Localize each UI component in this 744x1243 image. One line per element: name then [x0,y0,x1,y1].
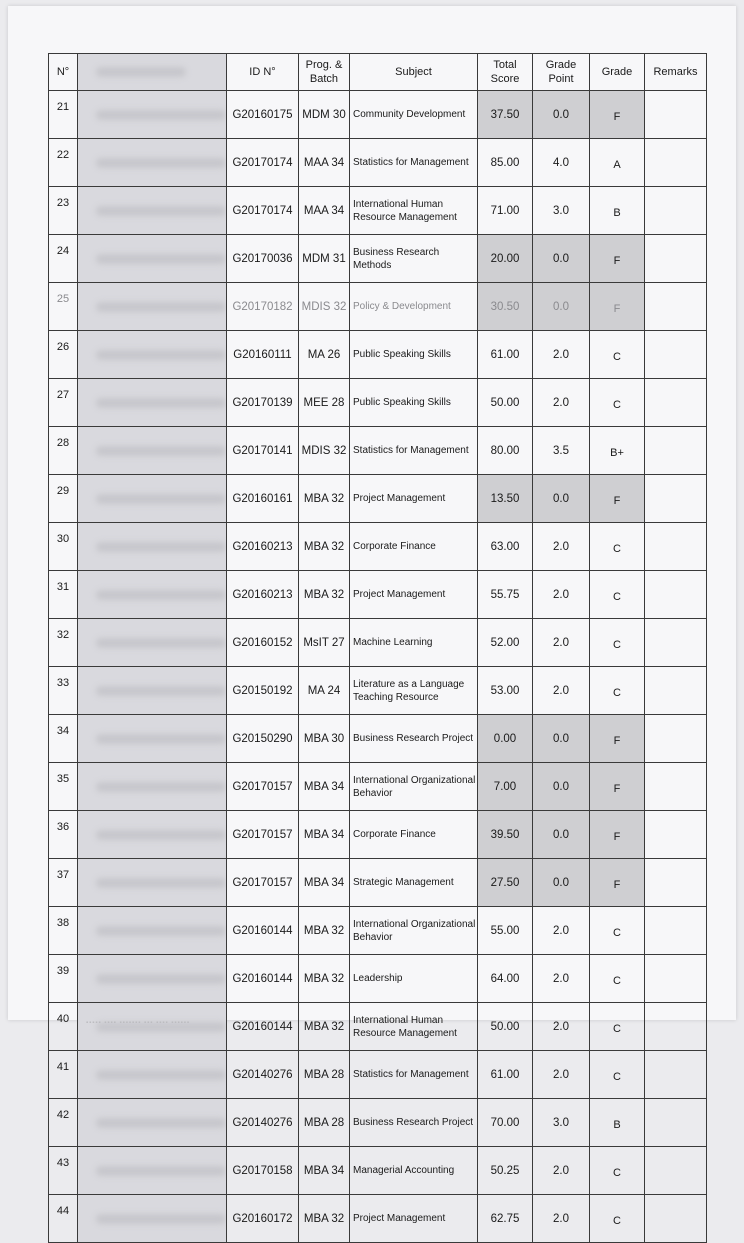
row-number: 43 [49,1147,78,1195]
redaction-blur [96,110,226,120]
table-row [49,139,707,187]
student-name-redacted [78,619,227,667]
total-score: 61.00 [478,331,533,379]
remarks [645,1147,707,1195]
row-number: 32 [49,619,78,667]
program-batch: MAA 34 [299,139,350,187]
row-number: 23 [49,187,78,235]
grade: F [590,91,645,139]
table-row [49,1099,707,1147]
student-name-redacted [78,1003,227,1051]
total-score: 61.00 [478,1051,533,1099]
table-row [49,1195,707,1243]
student-id: G20160144 [227,955,299,1003]
subject: International Organizational Behavior [350,763,478,811]
total-score: 53.00 [478,667,533,715]
row-number: 34 [49,715,78,763]
redaction-blur [96,734,226,744]
program-batch: MBA 30 [299,715,350,763]
redaction-blur [96,638,226,648]
program-batch: MBA 32 [299,475,350,523]
program-batch: MA 26 [299,331,350,379]
row-number: 26 [49,331,78,379]
program-batch: MDM 30 [299,91,350,139]
student-name-redacted [78,1099,227,1147]
redaction-blur [96,1070,226,1080]
subject: International Organizational Behavior [350,907,478,955]
grade: C [590,331,645,379]
col-header-grade: Grade [590,54,645,91]
remarks [645,91,707,139]
student-name-redacted [78,715,227,763]
student-id: G20160111 [227,331,299,379]
student-id: G20170174 [227,139,299,187]
student-id: G20160152 [227,619,299,667]
student-name-redacted [78,187,227,235]
row-number: 33 [49,667,78,715]
grade: C [590,1147,645,1195]
program-batch: MAA 34 [299,187,350,235]
subject: Corporate Finance [350,811,478,859]
student-name-redacted [78,331,227,379]
subject: Project Management [350,571,478,619]
remarks [645,235,707,283]
row-number: 25 [49,283,78,331]
table-row [49,283,707,331]
total-score: 30.50 [478,283,533,331]
program-batch: MBA 32 [299,523,350,571]
program-batch: MA 24 [299,667,350,715]
redaction-blur [96,206,226,216]
col-header-prog: Prog. & Batch [299,54,350,91]
grade: F [590,283,645,331]
student-name-redacted [78,859,227,907]
student-id: G20170157 [227,763,299,811]
remarks [645,667,707,715]
grade: C [590,379,645,427]
redaction-blur [96,350,226,360]
subject: Project Management [350,1195,478,1243]
program-batch: MBA 32 [299,907,350,955]
remarks [645,1195,707,1243]
grade-point: 0.0 [533,91,590,139]
redaction-blur [96,302,226,312]
subject: Machine Learning [350,619,478,667]
total-score: 27.50 [478,859,533,907]
grade: B+ [590,427,645,475]
table-row [49,763,707,811]
paper-sheet [8,6,736,1227]
col-header-subject: Subject [350,54,478,91]
redaction-blur [96,158,226,168]
redaction-blur [96,1166,226,1176]
row-number: 42 [49,1099,78,1147]
grade-point: 3.0 [533,1099,590,1147]
table-row [49,1003,707,1051]
remarks [645,907,707,955]
program-batch: MDIS 32 [299,283,350,331]
remarks [645,475,707,523]
student-name-redacted [78,667,227,715]
grade-point: 2.0 [533,571,590,619]
grade-point: 2.0 [533,1003,590,1051]
row-number: 24 [49,235,78,283]
remarks [645,811,707,859]
grade: F [590,763,645,811]
subject: Corporate Finance [350,523,478,571]
row-number: 30 [49,523,78,571]
row-number: 40 [49,1003,78,1051]
grade-point: 2.0 [533,1147,590,1195]
col-header-grade-point: Grade Point [533,54,590,91]
subject: Business Research Project [350,715,478,763]
student-name-redacted [78,763,227,811]
student-id: G20170141 [227,427,299,475]
subject: Literature as a Language Teaching Resource [350,667,478,715]
total-score: 63.00 [478,523,533,571]
program-batch: MBA 32 [299,1195,350,1243]
student-name-redacted [78,523,227,571]
student-id: G20160175 [227,91,299,139]
row-number: 27 [49,379,78,427]
remarks [645,427,707,475]
remarks [645,139,707,187]
grade-point: 0.0 [533,283,590,331]
grade: F [590,811,645,859]
student-name-redacted [78,139,227,187]
row-number: 36 [49,811,78,859]
subject: Statistics for Management [350,1051,478,1099]
grade-point: 3.5 [533,427,590,475]
table-row [49,667,707,715]
grade-point: 0.0 [533,763,590,811]
subject: Project Management [350,475,478,523]
student-id: G20170174 [227,187,299,235]
subject: Public Speaking Skills [350,379,478,427]
grade-point: 0.0 [533,235,590,283]
table-body [49,91,707,1243]
remarks [645,187,707,235]
redaction-blur [96,878,226,888]
grade: C [590,907,645,955]
table-row [49,475,707,523]
remarks [645,859,707,907]
row-number: 31 [49,571,78,619]
student-id: G20170158 [227,1147,299,1195]
total-score: 70.00 [478,1099,533,1147]
table-row [49,379,707,427]
remarks [645,523,707,571]
student-id: G20140276 [227,1051,299,1099]
redaction-blur [96,67,186,77]
subject: Managerial Accounting [350,1147,478,1195]
table-row [49,715,707,763]
grade: C [590,1003,645,1051]
col-header-id: ID N° [227,54,299,91]
subject: Policy & Development [350,283,478,331]
total-score: 55.00 [478,907,533,955]
program-batch: MBA 32 [299,955,350,1003]
col-header-name-redacted [78,54,227,91]
row-number: 29 [49,475,78,523]
remarks [645,1051,707,1099]
grade: B [590,1099,645,1147]
table-row [49,187,707,235]
row-number: 39 [49,955,78,1003]
total-score: 50.00 [478,1003,533,1051]
grade: C [590,667,645,715]
subject: Strategic Management [350,859,478,907]
grade: F [590,475,645,523]
total-score: 71.00 [478,187,533,235]
row-number: 21 [49,91,78,139]
redaction-blur [96,686,226,696]
total-score: 37.50 [478,91,533,139]
remarks [645,1099,707,1147]
row-number: 35 [49,763,78,811]
program-batch: MBA 34 [299,811,350,859]
student-id: G20170157 [227,811,299,859]
grade-point: 2.0 [533,955,590,1003]
grade: F [590,715,645,763]
grade-point: 2.0 [533,1051,590,1099]
grade: F [590,235,645,283]
grade-point: 0.0 [533,715,590,763]
total-score: 62.75 [478,1195,533,1243]
student-id: G20160144 [227,907,299,955]
student-id: G20160213 [227,571,299,619]
grade-point: 2.0 [533,379,590,427]
subject: Statistics for Management [350,427,478,475]
table-row [49,571,707,619]
total-score: 80.00 [478,427,533,475]
table-row [49,235,707,283]
grade: A [590,139,645,187]
table-row [49,811,707,859]
row-number: 22 [49,139,78,187]
student-id: G20170157 [227,859,299,907]
student-name-redacted [78,1147,227,1195]
remarks [645,571,707,619]
row-number: 44 [49,1195,78,1243]
total-score: 0.00 [478,715,533,763]
table-row [49,619,707,667]
total-score: 85.00 [478,139,533,187]
redaction-blur [96,494,226,504]
program-batch: MEE 28 [299,379,350,427]
student-name-redacted [78,907,227,955]
remarks [645,619,707,667]
program-batch: MBA 32 [299,571,350,619]
total-score: 64.00 [478,955,533,1003]
redaction-blur [96,830,226,840]
col-header-remarks: Remarks [645,54,707,91]
row-number: 28 [49,427,78,475]
remarks [645,283,707,331]
program-batch: MBA 34 [299,859,350,907]
remarks [645,763,707,811]
student-id: G20160213 [227,523,299,571]
grade: C [590,1051,645,1099]
remarks [645,331,707,379]
table-row [49,331,707,379]
student-name-redacted [78,283,227,331]
student-id: G20160161 [227,475,299,523]
total-score: 50.25 [478,1147,533,1195]
grade: B [590,187,645,235]
table-row [49,1147,707,1195]
table-row [49,859,707,907]
row-number: 37 [49,859,78,907]
grade: C [590,571,645,619]
student-id: G20160144 [227,1003,299,1051]
redaction-blur [96,398,226,408]
grade: C [590,955,645,1003]
total-score: 50.00 [478,379,533,427]
grade-point: 3.0 [533,187,590,235]
student-name-redacted [78,1195,227,1243]
grade-point: 2.0 [533,1195,590,1243]
subject: Business Research Project [350,1099,478,1147]
subject: International Human Resource Management [350,187,478,235]
header-row [49,54,707,91]
redaction-blur [96,1214,226,1224]
student-name-redacted [78,235,227,283]
total-score: 55.75 [478,571,533,619]
remarks [645,955,707,1003]
student-name-redacted [78,379,227,427]
total-score: 52.00 [478,619,533,667]
redaction-blur [96,782,226,792]
subject: International Human Resource Management [350,1003,478,1051]
redaction-blur [96,974,226,984]
redaction-blur [96,446,226,456]
grades-table [48,53,707,1243]
remarks [645,1003,707,1051]
program-batch: MDM 31 [299,235,350,283]
student-id: G20150192 [227,667,299,715]
total-score: 13.50 [478,475,533,523]
program-batch: MBA 28 [299,1051,350,1099]
subject: Business Research Methods [350,235,478,283]
student-id: G20170036 [227,235,299,283]
table-row [49,427,707,475]
footer-smudge: ▪▪▪▪▪ ▪▪▪▪ ▪▪▪▪▪▪▪ ▪▪▪ ▪▪▪▪ ▪▪▪▪▪▪ [86,1020,191,1026]
table-row [49,1051,707,1099]
student-name-redacted [78,1051,227,1099]
grade-point: 0.0 [533,859,590,907]
grade: F [590,859,645,907]
subject: Leadership [350,955,478,1003]
redaction-blur [96,1118,226,1128]
student-name-redacted [78,475,227,523]
program-batch: MsIT 27 [299,619,350,667]
grade-point: 2.0 [533,667,590,715]
program-batch: MBA 28 [299,1099,350,1147]
table-row [49,907,707,955]
grade: C [590,1195,645,1243]
table-row [49,523,707,571]
grade: C [590,619,645,667]
grade-point: 4.0 [533,139,590,187]
redaction-blur [96,542,226,552]
program-batch: MDIS 32 [299,427,350,475]
grade-point: 0.0 [533,475,590,523]
program-batch: MBA 32 [299,1003,350,1051]
student-id: G20150290 [227,715,299,763]
program-batch: MBA 34 [299,1147,350,1195]
redaction-blur [96,590,226,600]
row-number: 38 [49,907,78,955]
student-name-redacted [78,571,227,619]
row-number: 41 [49,1051,78,1099]
table-row [49,91,707,139]
total-score: 20.00 [478,235,533,283]
subject: Community Development [350,91,478,139]
total-score: 7.00 [478,763,533,811]
subject: Public Speaking Skills [350,331,478,379]
grade-point: 2.0 [533,523,590,571]
student-name-redacted [78,811,227,859]
student-id: G20160172 [227,1195,299,1243]
student-name-redacted [78,91,227,139]
redaction-blur [96,254,226,264]
student-name-redacted [78,955,227,1003]
student-id: G20140276 [227,1099,299,1147]
student-id: G20170139 [227,379,299,427]
student-id: G20170182 [227,283,299,331]
program-batch: MBA 34 [299,763,350,811]
remarks [645,379,707,427]
subject: Statistics for Management [350,139,478,187]
grade-point: 2.0 [533,331,590,379]
table-row [49,955,707,1003]
col-header-no: N° [49,54,78,91]
grade-point: 2.0 [533,619,590,667]
redaction-blur [96,926,226,936]
student-name-redacted [78,427,227,475]
remarks [645,715,707,763]
total-score: 39.50 [478,811,533,859]
grade-point: 0.0 [533,811,590,859]
grade: C [590,523,645,571]
grade-point: 2.0 [533,907,590,955]
col-header-score: Total Score [478,54,533,91]
